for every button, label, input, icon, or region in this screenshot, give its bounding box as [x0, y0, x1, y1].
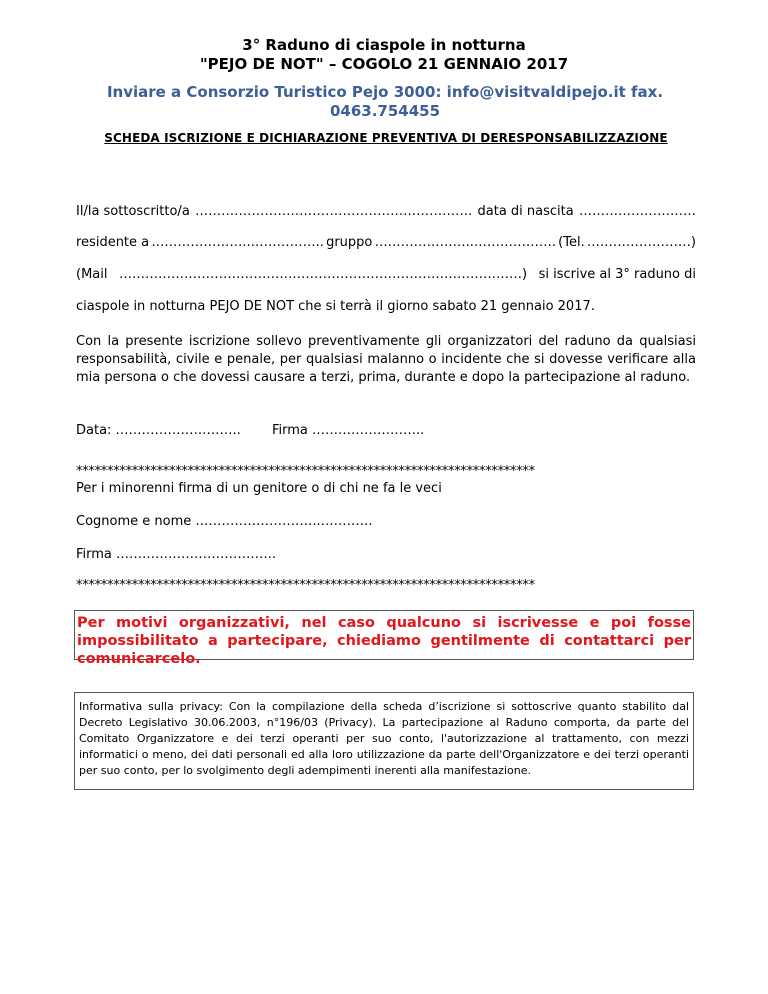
- event-title-line1: 3° Raduno di ciaspole in notturna: [242, 36, 526, 54]
- name-label: Il/la sottoscritto/a: [76, 204, 190, 219]
- residence-field[interactable]: …………………..……………..: [151, 235, 324, 250]
- birth-label: data di nascita: [477, 204, 574, 219]
- warning-box: [74, 610, 694, 667]
- tel-label: (Tel.: [558, 235, 585, 250]
- minors-note: Per i minorenni firma di un genitore o di chi ne fa le veci: [76, 481, 442, 496]
- privacy-box: [74, 692, 694, 790]
- form-line-name: [76, 203, 696, 221]
- parent-signature-field[interactable]: Firma ……………………………….: [76, 547, 277, 562]
- group-label: gruppo: [326, 235, 373, 250]
- group-field[interactable]: …………………..……………….: [374, 235, 556, 250]
- parent-name-field[interactable]: Cognome e nome ………………………..…………: [76, 514, 373, 529]
- form-heading: SCHEDA ISCRIZIONE E DICHIARAZIONE PREVENTIVA DI DERESPONSABILIZZAZIONE: [104, 131, 668, 145]
- privacy-text: Informativa sulla privacy: Con la compilazione della scheda d’iscrizione si sottoscrive quanto stabilito dal Decreto Legislativo 30.06.2003, n°196/03 (Privacy). La partecipazione al Raduno comporta, da parte del Comitato Organizzatore e dei terzi operanti per suo conto, l'autorizzazione al trattamento, con mezzi informatici o meno, dei dati personali ed alla loro utilizzazione da parte dell'Organizzatore e dei terzi operanti per suo conto, per lo svolgimento degli adempimenti inerenti alla manifestazione.: [79, 700, 689, 777]
- signature-field[interactable]: Firma ……………………..: [272, 423, 425, 438]
- date-field[interactable]: Data: ………………………..: [76, 423, 241, 438]
- residence-label: residente a: [76, 235, 150, 250]
- separator-top: **************************************************************************: [76, 464, 535, 479]
- birth-field[interactable]: ………………………: [579, 204, 696, 219]
- form-line-mail: [76, 266, 696, 284]
- mail-field[interactable]: …………………………………………………………………………………): [118, 267, 528, 282]
- separator-bottom: **************************************************************************: [76, 578, 535, 593]
- enrol-text-continued: ciaspole in notturna PEJO DE NOT che si terrà il giorno sabato 21 gennaio 2017.: [76, 299, 595, 314]
- send-to-line2: 0463.754455: [329, 102, 441, 120]
- enrol-text: si iscrive al 3° raduno di: [538, 267, 696, 282]
- mail-label: (Mail: [76, 267, 108, 282]
- send-to-line1: Inviare a Consorzio Turistico Pejo 3000: info@visitvaldipejo.it fax.: [106, 83, 664, 101]
- event-title-line2: "PEJO DE NOT" – COGOLO 21 GENNAIO 2017: [199, 55, 569, 73]
- tel-field[interactable]: ……………………): [586, 235, 696, 250]
- warning-text: Per motivi organizzativi, nel caso qualcuno si iscrivesse e poi fosse impossibilitato a partecipare, chiediamo gentilmente di contattarci per comunicarcelo.: [77, 615, 691, 667]
- form-line-residence: [76, 234, 696, 252]
- name-field[interactable]: ……………………………………………………….: [195, 204, 473, 219]
- liability-declaration: Con la presente iscrizione sollevo preventivamente gli organizzatori del raduno da qualsiasi responsabilità, civile e penale, per qualsiasi malanno o incidente che si dovesse verificare alla mia persona o che dovessi causare a terzi, prima, durante e dopo la partecipazione al raduno.: [76, 334, 696, 385]
